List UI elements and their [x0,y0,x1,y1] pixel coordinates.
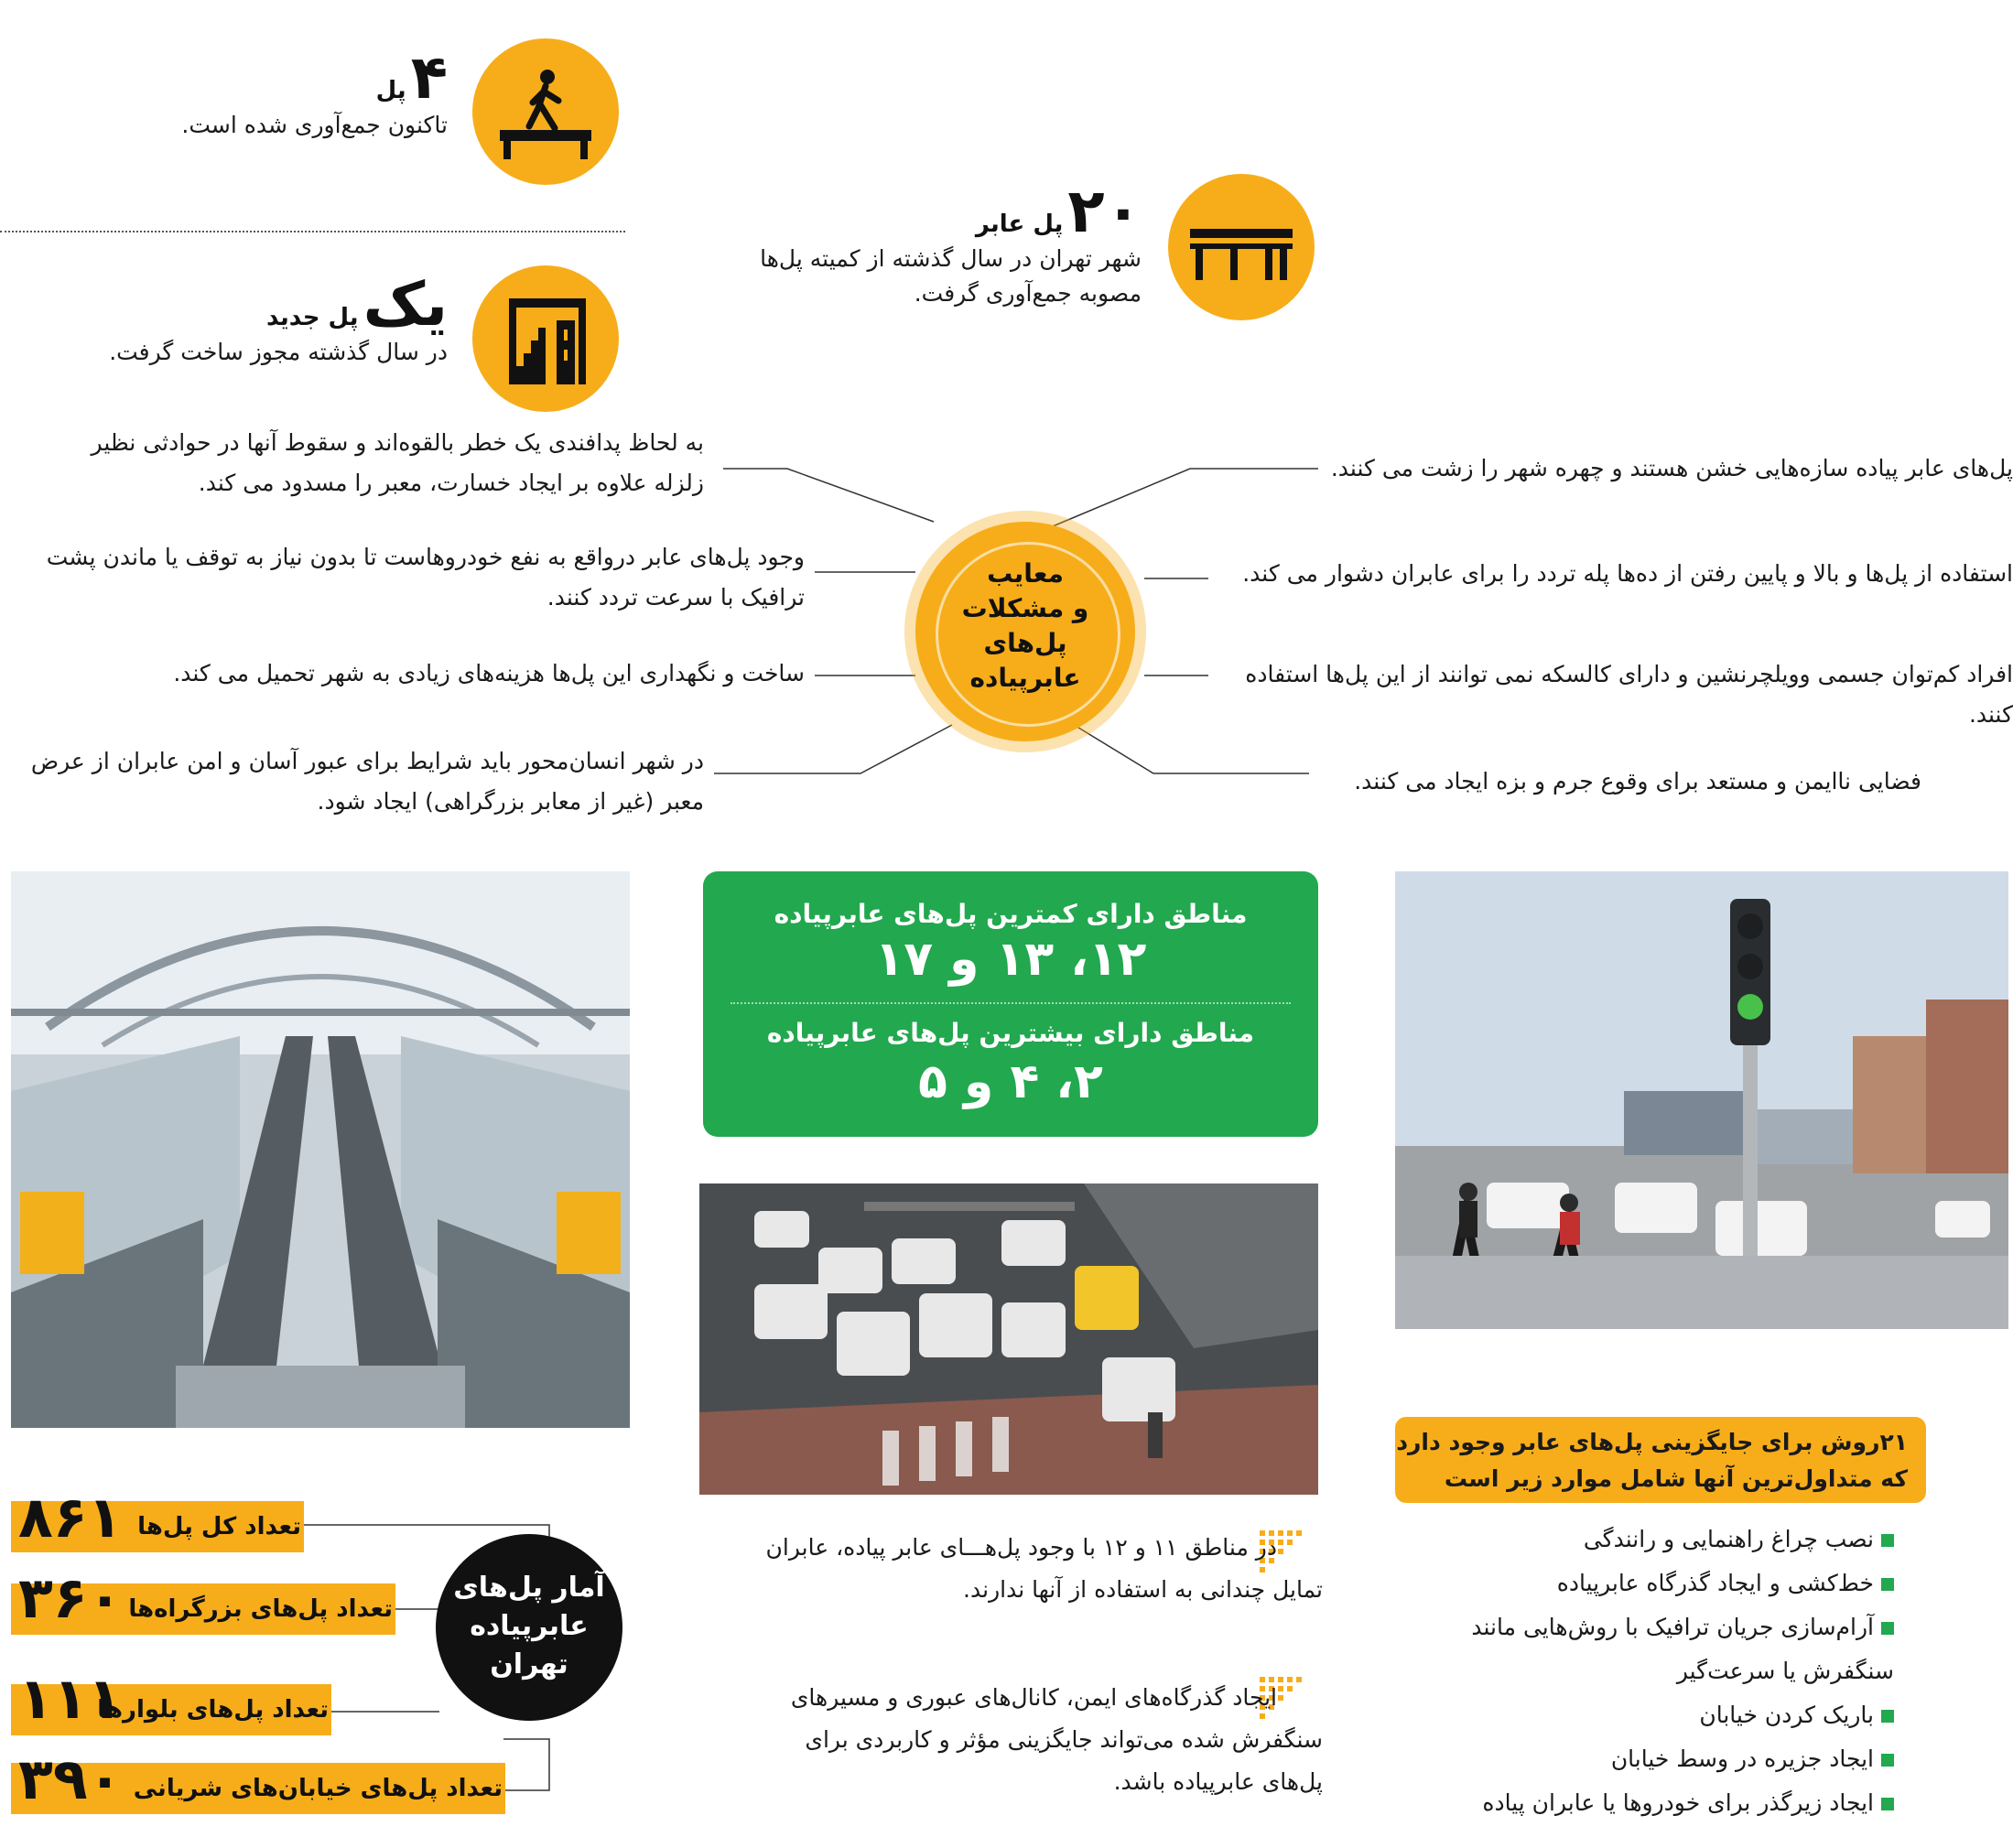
problem-left-1-line1: به لحاظ پدافندی یک خطر بالقوه‌اند و سقوط آنها در حوادثی نظیر [91,429,704,456]
stat-approved-text-1: شهر تهران در سال گذشته از کمیته پل‌ها [760,245,1142,272]
problems-title-circle [915,522,1135,741]
districts-least-value: ۱۲، ۱۳ و ۱۷ [874,932,1147,987]
stat-arterial-value: ۳۹۰ [18,1745,123,1812]
problem-left-2-line2: ترافیک با سرعت تردد کنند. [547,584,805,611]
stat-approved-text-2: مصوبه جمع‌آوری گرفت. [914,280,1142,307]
escalator-photo [11,871,630,1428]
stats-title-line1: آمار پل‌های [453,1572,605,1604]
districts-most-title: مناطق دارای بیشترین پل‌های عابرپیاده [766,1018,1255,1048]
stat-total-label: تعداد کل پل‌ها [137,1513,301,1540]
alternatives-header-line2: که متداول‌ترین آنها شامل موارد زیر است [1444,1465,1908,1492]
districts-least-title: مناطق دارای کمترین پل‌های عابرپیاده [774,899,1248,929]
stat-removed-text: تاکنون جمع‌آوری شده است. [181,112,448,138]
problem-left-3-line1: ساخت و نگهداری این پل‌ها هزینه‌های زیادی به شهر تحمیل می کند. [173,660,805,686]
districts-most-value: ۲، ۴ و ۵ [918,1054,1103,1109]
problems-title-line1: معایب [987,558,1064,589]
alternative-item-label: باریک کردن خیابان [1699,1702,1874,1728]
bullet-icon [1881,1578,1894,1591]
stat-highway-label: تعداد پل‌های بزرگراه‌ها [128,1595,393,1623]
stat-new-number: یک [363,269,448,340]
stat-highway-value: ۳۶۰ [18,1564,123,1631]
bullet-icon [1881,1798,1894,1810]
stat-approved-number: ۲۰ [1067,176,1142,246]
alternative-item [1381,1737,1894,1781]
problem-right-2: استفاده از پل‌ها و بالا و پایین رفتن از ده‌ها پله تردد را برای عابران دشوار می کند. [1242,560,2013,587]
stat-removed-unit: پل [375,77,406,104]
problem-left-4-line1: در شهر انسان‌محور باید شرایط برای عبور آسان و امن عابران از عرض [30,748,704,774]
note-2-line3: پل‌های عابرپیاده باشد. [1113,1768,1323,1795]
stat-boulevard-value: ۱۱۱ [18,1665,123,1732]
bullet-icon [1881,1754,1894,1767]
problem-left-1 [8,423,704,503]
note-2-line2: سنگفرش شده می‌تواند جایگزینی مؤثر و کاربردی برای [805,1726,1323,1753]
problems-title-line2: و مشکلات [961,593,1089,623]
stat-new-unit: پل جدید [265,304,359,331]
stats-title-line3: تهران [490,1648,568,1680]
districts-box [703,871,1318,1137]
stats-title-line2: عابرپیاده [470,1610,589,1642]
problem-left-3 [8,654,805,694]
problem-left-2-line1: وجود پل‌های عابر درواقع به نفع خودروهاست تا بدون نیاز به توقف یا ماندن پشت [46,544,805,570]
problem-left-1-line2: زلزله علاوه بر ایجاد خسارت، معبر را مسدود می کند. [198,470,704,496]
note-1-line2: تمایل چندانی به استفاده از آنها ندارند. [963,1576,1323,1603]
problem-left-4-line2: معبر (غیر از معابر بزرگراهی) ایجاد شود. [317,788,704,815]
stats-title-circle [436,1534,622,1721]
alternative-item [1381,1562,1894,1605]
problem-left-2 [8,537,805,618]
alternative-item-label: سنگفرش یا سرعت‌گیر [1676,1658,1894,1684]
alternative-item-label: ایجاد جزیره در وسط خیابان [1610,1745,1874,1772]
districts-divider [731,1002,1291,1004]
alternative-item [1381,1605,1894,1649]
problem-right-4: فضایی ناایمن و مستعد برای وقوع جرم و بزه ایجاد می کنند. [1354,768,1921,794]
note-2 [737,1677,1323,1803]
problem-right-3: افراد کم‌توان جسمی وویلچرنشین و دارای کالسکه نمی توانند از این پل‌ها استفاده کنند. [1245,661,2013,728]
alternative-item-label: ایجاد زیرگذر برای خودروها یا عابران پیاده [1482,1789,1874,1816]
alternative-item [1381,1781,1894,1825]
stat-arterial-label: تعداد پل‌های خیابان‌های شریانی [133,1775,503,1802]
note-2-line1: ایجاد گذرگاه‌های ایمن، کانال‌های عبوری و مسیرهای [790,1684,1277,1711]
traffic-intersection-photo [699,1183,1318,1495]
bullet-icon [1881,1622,1894,1635]
alternative-item [1381,1518,1894,1562]
alternative-item-label: آرام‌سازی جریان ترافیک با روش‌هایی مانند [1471,1614,1874,1640]
stat-total-value: ۸۶۱ [18,1484,123,1551]
problem-left-4 [8,741,704,822]
stat-new-text: در سال گذشته مجوز ساخت گرفت. [109,339,448,365]
bullet-icon [1881,1534,1894,1547]
alternative-item [1381,1693,1894,1737]
note-1 [737,1527,1323,1611]
problems-title-line4: عابرپیاده [969,663,1081,693]
alternatives-list [1381,1518,1894,1825]
bullet-icon [1881,1710,1894,1723]
note-1-line1: در مناطق ۱۱ و ۱۲ با وجود پل‌هـــای عابر پیاده، عابران [765,1534,1277,1561]
alternatives-header-line1: ۲۱روش برای جایگزینی پل‌های عابر وجود دارد [1396,1429,1908,1455]
pedestrian-crossing-photo [1395,871,2008,1329]
problems-title-line3: پل‌های [983,628,1067,658]
alternatives-header [1395,1417,1926,1503]
alternative-item-label: نصب چراغ راهنمایی و رانندگی [1583,1526,1874,1552]
alternative-item-continuation [1381,1649,1894,1693]
alternative-item-label: خط‌کشی و ایجاد گذرگاه عابرپیاده [1556,1570,1874,1596]
stat-removed-number: ۴ [410,42,448,113]
problem-right-1: پل‌های عابر پیاده سازه‌هایی خشن هستند و چهره شهر را زشت می کنند. [1330,455,2013,481]
stat-boulevard-label: تعداد پل‌های بلوارها [97,1696,329,1724]
stat-approved-unit: پل عابر [975,211,1064,238]
